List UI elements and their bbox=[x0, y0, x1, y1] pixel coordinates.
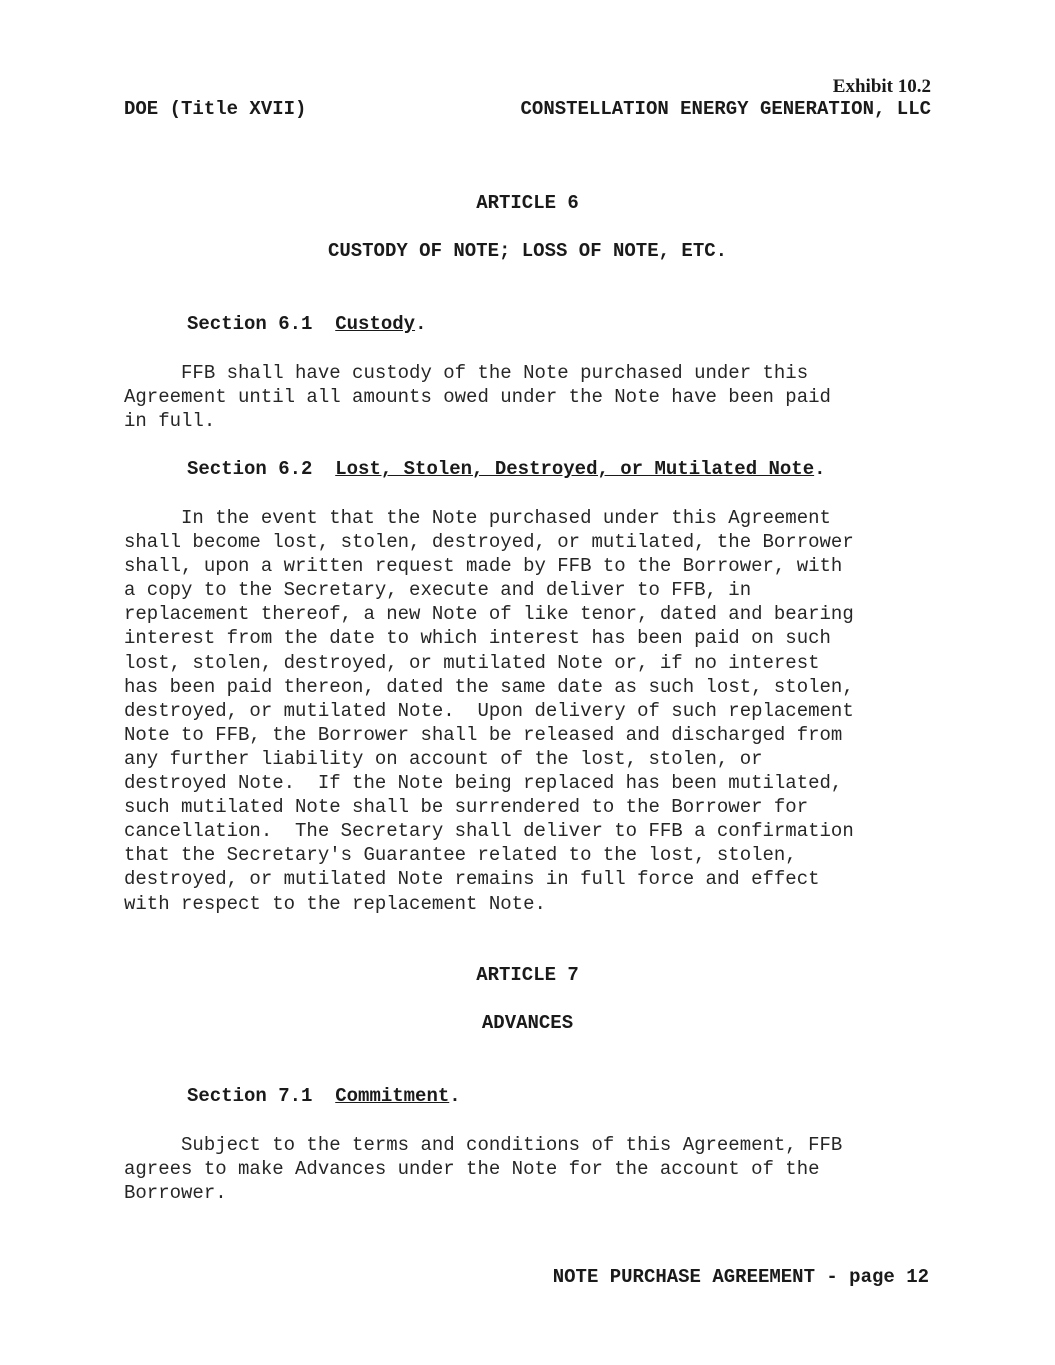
section-7-1-title: Commitment bbox=[335, 1085, 450, 1107]
section-6-2-heading bbox=[187, 458, 826, 480]
header-left: DOE (Title XVII) bbox=[124, 98, 307, 120]
header-right: CONSTELLATION ENERGY GENERATION, LLC bbox=[520, 98, 931, 120]
exhibit-label: Exhibit 10.2 bbox=[832, 76, 931, 97]
section-7-1-body: Subject to the terms and conditions of this Agreement, FFB agrees to make Advances under the Note for the account of the Borrower. bbox=[124, 1134, 843, 1205]
article-7-title: ADVANCES bbox=[481, 1012, 574, 1034]
section-6-2-period: . bbox=[814, 458, 826, 480]
section-6-1-period: . bbox=[415, 313, 427, 335]
section-6-1-title: Custody bbox=[335, 313, 416, 335]
section-7-1-period: . bbox=[449, 1085, 461, 1107]
section-6-2-label: Section 6.2 bbox=[187, 458, 336, 480]
article-7-number: ARTICLE 7 bbox=[476, 964, 579, 986]
page-footer: NOTE PURCHASE AGREEMENT - page 12 bbox=[552, 1266, 929, 1288]
section-6-1-label: Section 6.1 bbox=[187, 313, 336, 335]
section-7-1-heading bbox=[187, 1085, 461, 1107]
section-7-1-label: Section 7.1 bbox=[187, 1085, 336, 1107]
section-6-1-body: FFB shall have custody of the Note purchased under this Agreement until all amounts owed under the Note have been paid in full. bbox=[124, 362, 831, 433]
section-6-1-heading bbox=[187, 313, 426, 335]
section-6-2-title: Lost, Stolen, Destroyed, or Mutilated Note bbox=[335, 458, 815, 480]
article-6-number: ARTICLE 6 bbox=[476, 192, 579, 214]
article-6-title: CUSTODY OF NOTE; LOSS OF NOTE, ETC. bbox=[327, 240, 728, 262]
section-6-2-body: In the event that the Note purchased under this Agreement shall become lost, stolen, destroyed, or mutilated, the Borrower shall, upon a written request made by FFB to the Borrower, with a copy to the Secretary, execute and deliver to FFB, in replacement thereof, a new Note of like tenor, dated and bearing interest from the date to which interest has been paid on such lost, stolen, destroyed, or mutilated Note or, if no interest has been paid thereon, dated the same date as such lost, stolen, destroyed, or mutilated Note. Upon delivery of such replacement Note to FFB, the Borrower shall be released and discharged from any further liability on account of the lost, stolen, or destroyed Note. If the Note being replaced has been mutilated, such mutilated Note shall be surrendered to the Borrower for cancellation. The Secretary shall deliver to FFB a confirmation that the Secretary's Guarantee related to the lost, stolen, destroyed, or mutilated Note remains in full force and effect with respect to the replacement Note. bbox=[124, 507, 854, 915]
